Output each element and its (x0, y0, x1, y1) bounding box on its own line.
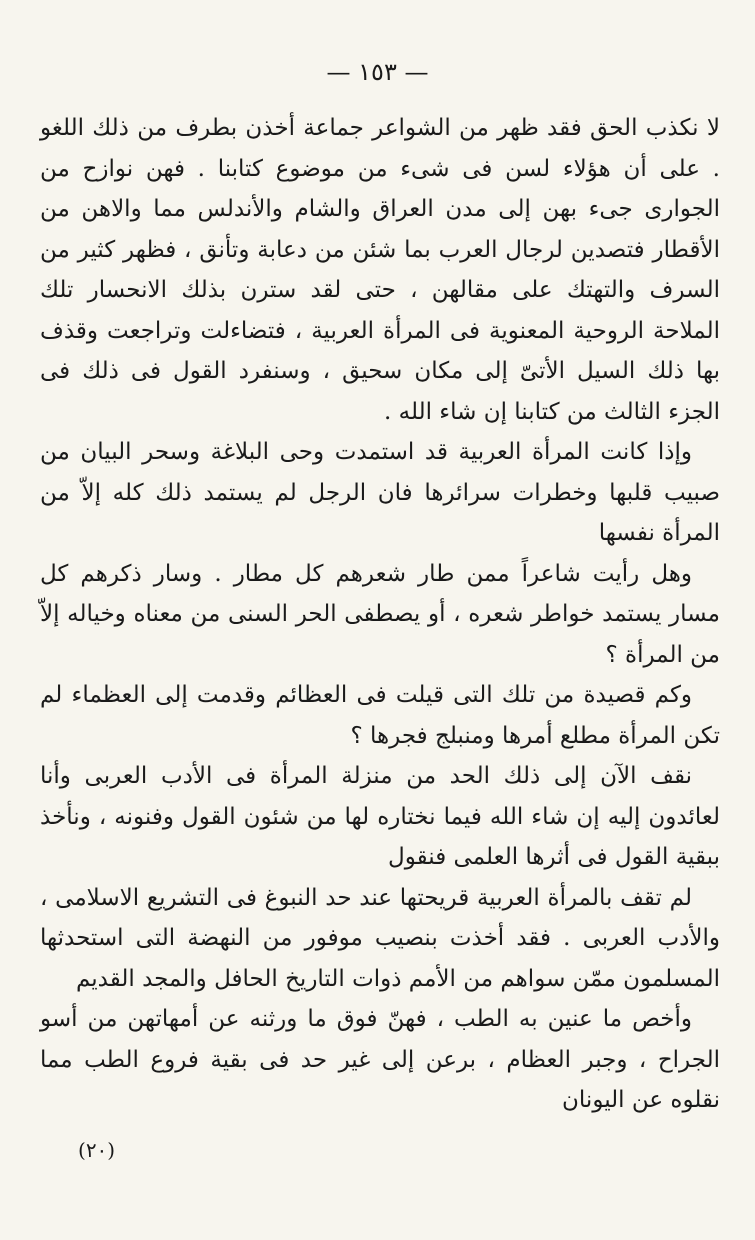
paragraph: لا نكذب الحق فقد ظهر من الشواعر جماعة أخذن بطرف من ذلك اللغو . على أن هؤلاء لسن فى شىء من موضوع كتابنا . فهن نوازح من الجوارى جىء بهن إلى مدن العراق والشام والأندلس مما والاهن من الأقطار فتصدين لرجال العرب بما شئن من دعابة وتأنق ، فظهر كثير من السرف والتهتك على مقالهن ، حتى لقد سترن بذلك الانحسار تلك الملاحة الروحية المعنوية فى المرأة العربية ، فتضاءلت وتراجعت وقذف بها ذلك السيل الأتىّ إلى مكان سحيق ، وسنفرد القول فى ذلك فى الجزء الثالث من كتابنا إن شاء الله . (40, 115, 720, 425)
paragraph: وأخص ما عنين به الطب ، فهنّ فوق ما ورثنه عن أمهاتهن من أسو الجراح ، وجبر العظام ، برعن إلى غير حد فى بقية فروع الطب مما نقلوه عن اليونان (40, 1006, 720, 1113)
paragraph: نقف الآن إلى ذلك الحد من منزلة المرأة فى الأدب العربى وأنا لعائدون إليه إن شاء الله فيما نختاره لها من شئون القول وفنونه ، ونأخذ ببقية القول فى أثرها العلمى فنقول (40, 763, 720, 870)
paragraph: وإذا كانت المرأة العربية قد استمدت وحى البلاغة وسحر البيان من صبيب قلبها وخطرات سرائرها فان الرجل لم يستمد ذلك كله إلاّ من المرأة نفسها (40, 439, 720, 546)
paragraph: وهل رأيت شاعراً ممن طار شعرهم كل مطار . وسار ذكرهم كل مسار يستمد خواطر شعره ، أو يصطفى الحر السنى من معناه وخياله إلاّ من المرأة ؟ (40, 560, 720, 668)
paragraph: لم تقف بالمرأة العربية قريحتها عند حد النبوغ فى التشريع الاسلامى ، والأدب العربى . فقد أخذت بنصيب موفور من النهضة التى استحدثها المسلمون ممّن سواهم من الأمم ذوات التاريخ الحافل والمجد القديم (40, 884, 720, 992)
paragraph: وكم قصيدة من تلك التى قيلت فى العظائم وقدمت إلى العظماء لم تكن المرأة مطلع أمرها ومنبلج فجرها ؟ (40, 682, 720, 749)
page-number: — ١٥٣ — (326, 58, 429, 86)
page-body (40, 108, 720, 1121)
signature-mark: (٢٠) (78, 1138, 116, 1162)
